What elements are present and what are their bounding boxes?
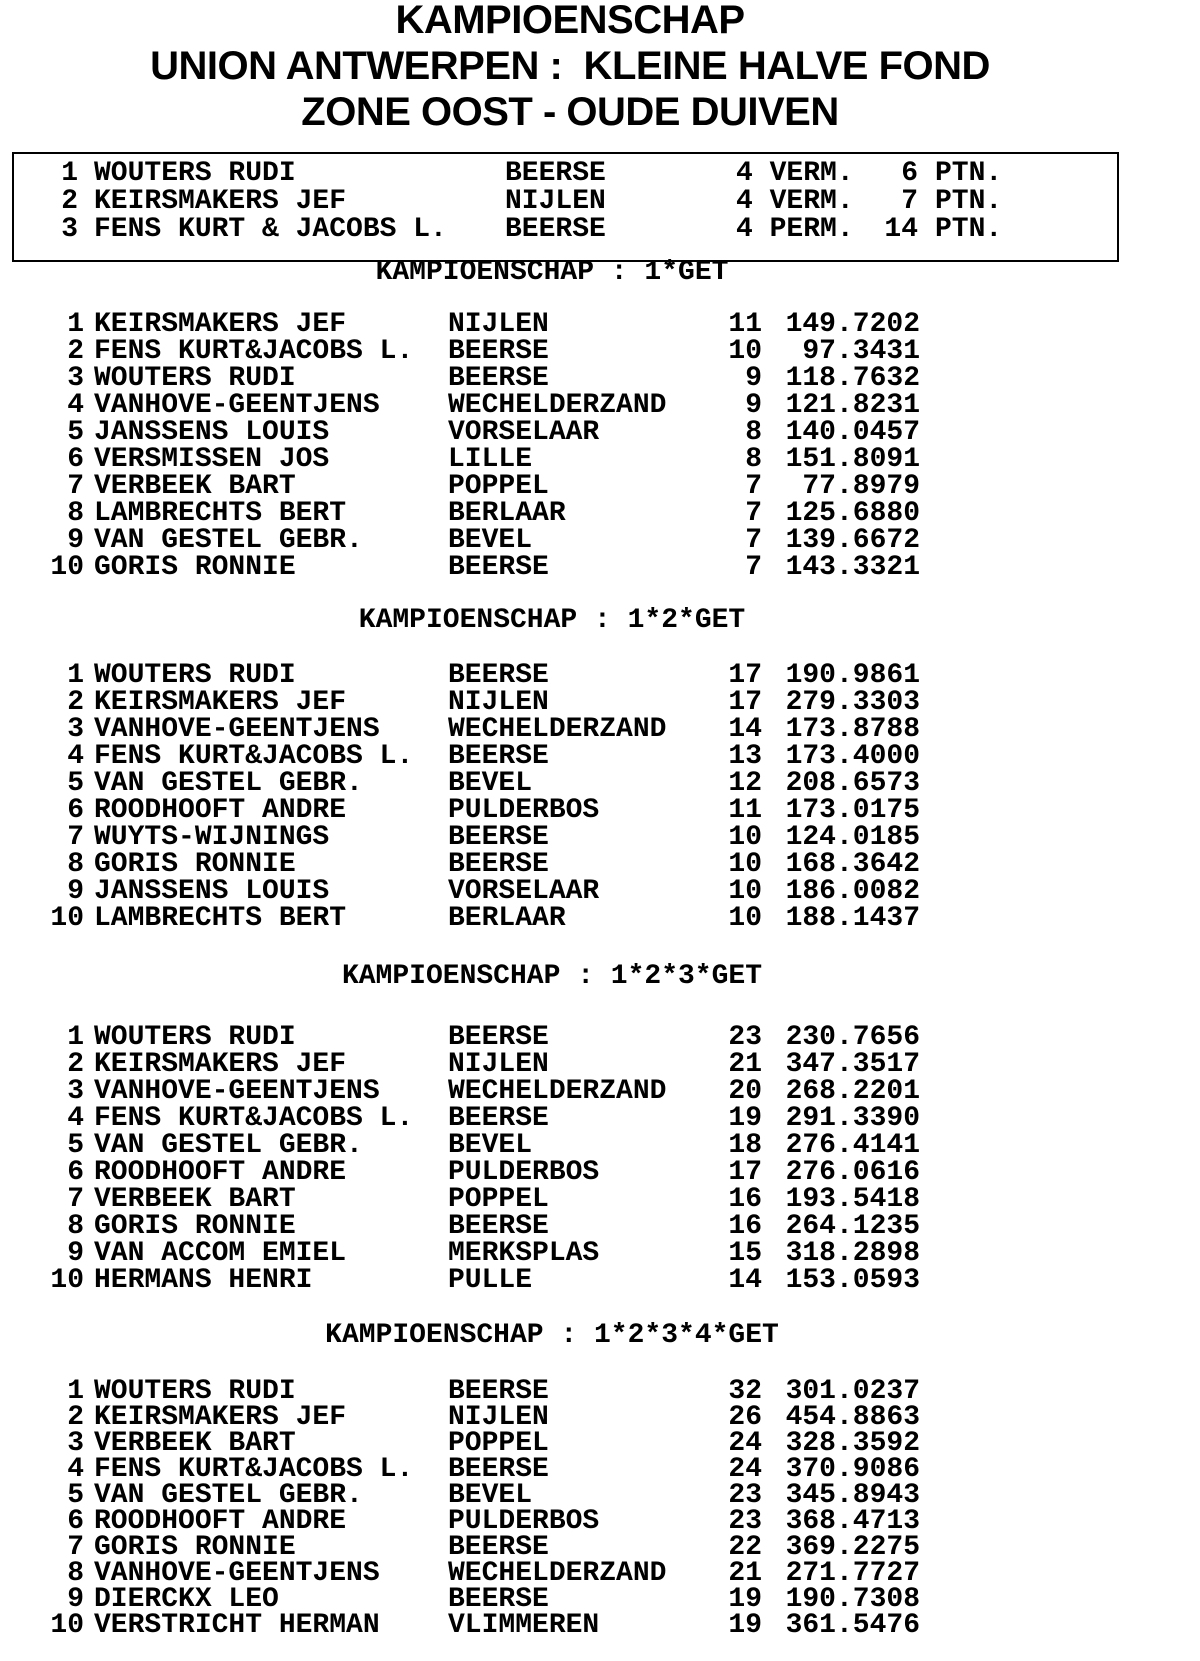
coefficient-cell: 124.0185	[785, 822, 920, 853]
coefficient-cell: 208.6573	[785, 768, 920, 799]
coefficient-cell: 347.3517	[785, 1049, 920, 1080]
prizes-count-cell: 19	[728, 1610, 762, 1641]
rank-cell: 4	[67, 1103, 84, 1134]
city-cell: BEERSE	[505, 214, 606, 245]
coefficient-cell: 193.5418	[785, 1184, 920, 1215]
title-line-championship: KAMPIOENSCHAP	[395, 0, 745, 42]
result-row	[0, 419, 1200, 446]
coefficient-cell: 276.4141	[785, 1130, 920, 1161]
title-line-union: UNION ANTWERPEN : KLEINE HALVE FOND	[150, 44, 990, 88]
coefficient-cell: 151.8091	[785, 444, 920, 475]
result-row	[0, 446, 1200, 473]
fancier-name-cell: VAN GESTEL GEBR.	[94, 525, 363, 556]
rank-cell: 5	[67, 1480, 84, 1511]
result-row	[0, 662, 1200, 689]
rank-cell: 8	[67, 1211, 84, 1242]
fancier-name-cell: VAN ACCOM EMIEL	[94, 1238, 347, 1269]
coefficient-cell: 121.8231	[785, 390, 920, 421]
prizes-count-cell: 16	[728, 1211, 762, 1242]
overall-top3-box	[12, 152, 1119, 262]
fancier-name-cell: VAN GESTEL GEBR.	[94, 1480, 363, 1511]
coefficient-cell: 264.1235	[785, 1211, 920, 1242]
overall-top3-rows	[14, 160, 1117, 244]
coefficient-cell: 125.6880	[785, 498, 920, 529]
coefficient-cell: 77.8979	[802, 471, 920, 502]
fancier-name-cell: VANHOVE-GEENTJENS	[94, 1076, 380, 1107]
prizes-count-cell: 11	[728, 795, 762, 826]
rank-cell: 4	[67, 741, 84, 772]
rank-cell: 9	[67, 876, 84, 907]
rank-cell: 1	[67, 309, 84, 340]
result-row	[0, 1610, 1200, 1641]
coefficient-cell: 173.4000	[785, 741, 920, 772]
city-cell: BEVEL	[448, 525, 533, 556]
prizes-count-cell: 23	[728, 1022, 762, 1053]
prizes-count-cell: 19	[728, 1584, 762, 1615]
city-cell: LILLE	[448, 444, 533, 475]
rank-cell: 3	[67, 363, 84, 394]
prizes-count-cell: 17	[728, 1157, 762, 1188]
prizes-count-cell: 9	[745, 390, 762, 421]
city-cell: BEERSE	[448, 1376, 549, 1407]
city-cell: BEERSE	[448, 1584, 549, 1615]
section-table-1get	[0, 311, 1200, 581]
fancier-name-cell: GORIS RONNIE	[94, 552, 296, 583]
fancier-name-cell: VERSTRICHT HERMAN	[94, 1610, 380, 1641]
city-cell: PULDERBOS	[448, 1157, 600, 1188]
rank-cell: 6	[67, 795, 84, 826]
result-row	[0, 527, 1200, 554]
city-cell: BEERSE	[448, 660, 549, 691]
points-cell: 6	[901, 158, 918, 189]
rank-cell: 5	[67, 417, 84, 448]
city-cell: PULDERBOS	[448, 1506, 600, 1537]
mentions-cell: 4 VERM.	[736, 186, 854, 217]
fancier-name-cell: DIERCKX LEO	[94, 1584, 279, 1615]
coefficient-cell: 173.8788	[785, 714, 920, 745]
result-row	[0, 338, 1200, 365]
coefficient-cell: 368.4713	[785, 1506, 920, 1537]
title-line-zone: ZONE OOST - OUDE DUIVEN	[301, 90, 839, 134]
coefficient-cell: 328.3592	[785, 1428, 920, 1459]
fancier-name-cell: KEIRSMAKERS JEF	[94, 186, 347, 217]
city-cell: BEERSE	[448, 1454, 549, 1485]
document-header	[0, 0, 1140, 135]
city-cell: WECHELDERZAND	[448, 1558, 667, 1589]
prizes-count-cell: 10	[728, 849, 762, 880]
coefficient-cell: 188.1437	[785, 903, 920, 934]
result-row	[0, 1051, 1200, 1078]
fancier-name-cell: VERBEEK BART	[94, 471, 296, 502]
result-row	[0, 473, 1200, 500]
city-cell: BEERSE	[448, 1532, 549, 1563]
prizes-count-cell: 8	[745, 417, 762, 448]
city-cell: BEERSE	[448, 363, 549, 394]
city-cell: NIJLEN	[448, 687, 549, 718]
rank-cell: 3	[61, 214, 78, 245]
fancier-name-cell: FENS KURT&JACOBS L.	[94, 336, 414, 367]
coefficient-cell: 140.0457	[785, 417, 920, 448]
city-cell: WECHELDERZAND	[448, 714, 667, 745]
coefficient-cell: 173.0175	[785, 795, 920, 826]
rank-cell: 9	[67, 1584, 84, 1615]
result-row	[0, 1213, 1200, 1240]
coefficient-cell: 139.6672	[785, 525, 920, 556]
coefficient-cell: 276.0616	[785, 1157, 920, 1188]
rank-cell: 9	[67, 1238, 84, 1269]
city-cell: POPPEL	[448, 471, 549, 502]
prizes-count-cell: 14	[728, 714, 762, 745]
fancier-name-cell: KEIRSMAKERS JEF	[94, 1049, 347, 1080]
fancier-name-cell: FENS KURT&JACOBS L.	[94, 741, 414, 772]
coefficient-cell: 153.0593	[785, 1265, 920, 1296]
fancier-name-cell: KEIRSMAKERS JEF	[94, 1402, 347, 1433]
city-cell: BEERSE	[448, 822, 549, 853]
result-row	[0, 689, 1200, 716]
prizes-count-cell: 23	[728, 1506, 762, 1537]
prizes-count-cell: 15	[728, 1238, 762, 1269]
result-row	[0, 770, 1200, 797]
fancier-name-cell: KEIRSMAKERS JEF	[94, 309, 347, 340]
prizes-count-cell: 7	[745, 552, 762, 583]
city-cell: BEERSE	[448, 849, 549, 880]
coefficient-cell: 345.8943	[785, 1480, 920, 1511]
city-cell: POPPEL	[448, 1428, 549, 1459]
result-row	[0, 743, 1200, 770]
fancier-name-cell: VANHOVE-GEENTJENS	[94, 714, 380, 745]
coefficient-cell: 230.7656	[785, 1022, 920, 1053]
points-cell: 7	[901, 186, 918, 217]
rank-cell: 4	[67, 1454, 84, 1485]
city-cell: WECHELDERZAND	[448, 1076, 667, 1107]
fancier-name-cell: VAN GESTEL GEBR.	[94, 1130, 363, 1161]
city-cell: VORSELAAR	[448, 417, 600, 448]
points-unit-cell: PTN.	[935, 186, 1003, 217]
rank-cell: 2	[67, 687, 84, 718]
prizes-count-cell: 18	[728, 1130, 762, 1161]
prizes-count-cell: 24	[728, 1428, 762, 1459]
prizes-count-cell: 13	[728, 741, 762, 772]
city-cell: NIJLEN	[448, 1049, 549, 1080]
city-cell: BEERSE	[448, 1211, 549, 1242]
section-table-1-2-3get	[0, 1024, 1200, 1294]
rank-cell: 10	[50, 1610, 84, 1641]
coefficient-cell: 190.7308	[785, 1584, 920, 1615]
result-row	[0, 1240, 1200, 1267]
prizes-count-cell: 12	[728, 768, 762, 799]
fancier-name-cell: VERBEEK BART	[94, 1428, 296, 1459]
rank-cell: 2	[67, 336, 84, 367]
city-cell: PULDERBOS	[448, 795, 600, 826]
coefficient-cell: 291.3390	[785, 1103, 920, 1134]
city-cell: BEERSE	[448, 552, 549, 583]
city-cell: BEERSE	[448, 741, 549, 772]
rank-cell: 1	[67, 1022, 84, 1053]
fancier-name-cell: FENS KURT&JACOBS L.	[94, 1454, 414, 1485]
prizes-count-cell: 19	[728, 1103, 762, 1134]
section-table-1-2get	[0, 662, 1200, 932]
prizes-count-cell: 9	[745, 363, 762, 394]
rank-cell: 7	[67, 1184, 84, 1215]
prizes-count-cell: 10	[728, 903, 762, 934]
result-row	[0, 1132, 1200, 1159]
prizes-count-cell: 17	[728, 660, 762, 691]
result-row	[0, 797, 1200, 824]
city-cell: BEVEL	[448, 1480, 533, 1511]
points-cell: 14	[884, 214, 918, 245]
rank-cell: 5	[67, 1130, 84, 1161]
rank-cell: 5	[67, 768, 84, 799]
coefficient-cell: 186.0082	[785, 876, 920, 907]
fancier-name-cell: JANSSENS LOUIS	[94, 876, 330, 907]
coefficient-cell: 370.9086	[785, 1454, 920, 1485]
coefficient-cell: 149.7202	[785, 309, 920, 340]
coefficient-cell: 118.7632	[785, 363, 920, 394]
fancier-name-cell: WUYTS-WIJNINGS	[94, 822, 330, 853]
result-row	[14, 188, 1117, 216]
prizes-count-cell: 22	[728, 1532, 762, 1563]
fancier-name-cell: JANSSENS LOUIS	[94, 417, 330, 448]
fancier-name-cell: GORIS RONNIE	[94, 1532, 296, 1563]
prizes-count-cell: 10	[728, 822, 762, 853]
fancier-name-cell: LAMBRECHTS BERT	[94, 498, 347, 529]
rank-cell: 6	[67, 1506, 84, 1537]
fancier-name-cell: ROODHOOFT ANDRE	[94, 1157, 347, 1188]
coefficient-cell: 168.3642	[785, 849, 920, 880]
city-cell: WECHELDERZAND	[448, 390, 667, 421]
coefficient-cell: 301.0237	[785, 1376, 920, 1407]
section-heading-1-2get: KAMPIOENSCHAP : 1*2*GET	[358, 605, 746, 636]
result-row	[0, 851, 1200, 878]
fancier-name-cell: FENS KURT&JACOBS L.	[94, 1103, 414, 1134]
result-row	[0, 365, 1200, 392]
result-row	[0, 1024, 1200, 1051]
prizes-count-cell: 8	[745, 444, 762, 475]
prizes-count-cell: 32	[728, 1376, 762, 1407]
city-cell: BERLAAR	[448, 498, 566, 529]
city-cell: NIJLEN	[448, 309, 549, 340]
coefficient-cell: 97.3431	[802, 336, 920, 367]
rank-cell: 1	[61, 158, 78, 189]
coefficient-cell: 190.9861	[785, 660, 920, 691]
fancier-name-cell: LAMBRECHTS BERT	[94, 903, 347, 934]
prizes-count-cell: 7	[745, 471, 762, 502]
rank-cell: 10	[50, 1265, 84, 1296]
rank-cell: 2	[67, 1402, 84, 1433]
coefficient-cell: 369.2275	[785, 1532, 920, 1563]
prizes-count-cell: 10	[728, 876, 762, 907]
fancier-name-cell: WOUTERS RUDI	[94, 660, 296, 691]
city-cell: BEERSE	[448, 336, 549, 367]
result-row	[0, 500, 1200, 527]
rank-cell: 2	[61, 186, 78, 217]
prizes-count-cell: 7	[745, 498, 762, 529]
section-table-1-2-3-4get	[0, 1376, 1200, 1641]
rank-cell: 8	[67, 498, 84, 529]
points-unit-cell: PTN.	[935, 158, 1003, 189]
city-cell: BEVEL	[448, 768, 533, 799]
prizes-count-cell: 11	[728, 309, 762, 340]
rank-cell: 8	[67, 1558, 84, 1589]
city-cell: BEERSE	[448, 1022, 549, 1053]
city-cell: BEVEL	[448, 1130, 533, 1161]
fancier-name-cell: KEIRSMAKERS JEF	[94, 687, 347, 718]
fancier-name-cell: GORIS RONNIE	[94, 1211, 296, 1242]
coefficient-cell: 454.8863	[785, 1402, 920, 1433]
fancier-name-cell: WOUTERS RUDI	[94, 363, 296, 394]
fancier-name-cell: WOUTERS RUDI	[94, 1022, 296, 1053]
coefficient-cell: 279.3303	[785, 687, 920, 718]
prizes-count-cell: 10	[728, 336, 762, 367]
city-cell: POPPEL	[448, 1184, 549, 1215]
coefficient-cell: 268.2201	[785, 1076, 920, 1107]
prizes-count-cell: 17	[728, 687, 762, 718]
result-row	[14, 216, 1117, 244]
rank-cell: 3	[67, 1076, 84, 1107]
mentions-cell: 4 PERM.	[736, 214, 854, 245]
rank-cell: 3	[67, 1428, 84, 1459]
fancier-name-cell: GORIS RONNIE	[94, 849, 296, 880]
fancier-name-cell: VERBEEK BART	[94, 1184, 296, 1215]
fancier-name-cell: HERMANS HENRI	[94, 1265, 313, 1296]
rank-cell: 1	[67, 1376, 84, 1407]
section-heading-1-2-3get: KAMPIOENSCHAP : 1*2*3*GET	[341, 961, 763, 992]
city-cell: BERLAAR	[448, 903, 566, 934]
rank-cell: 9	[67, 525, 84, 556]
coefficient-cell: 361.5476	[785, 1610, 920, 1641]
mentions-cell: 4 VERM.	[736, 158, 854, 189]
rank-cell: 1	[67, 660, 84, 691]
result-row	[0, 392, 1200, 419]
section-heading-1get: KAMPIOENSCHAP : 1*GET	[375, 257, 729, 288]
result-row	[0, 824, 1200, 851]
result-row	[0, 1078, 1200, 1105]
fancier-name-cell: FENS KURT & JACOBS L.	[94, 214, 447, 245]
coefficient-cell: 271.7727	[785, 1558, 920, 1589]
rank-cell: 4	[67, 390, 84, 421]
city-cell: NIJLEN	[505, 186, 606, 217]
coefficient-cell: 318.2898	[785, 1238, 920, 1269]
prizes-count-cell: 26	[728, 1402, 762, 1433]
result-row	[0, 311, 1200, 338]
prizes-count-cell: 21	[728, 1558, 762, 1589]
fancier-name-cell: VANHOVE-GEENTJENS	[94, 390, 380, 421]
result-row	[0, 1159, 1200, 1186]
result-row	[0, 1186, 1200, 1213]
fancier-name-cell: VERSMISSEN JOS	[94, 444, 330, 475]
points-unit-cell: PTN.	[935, 214, 1003, 245]
city-cell: PULLE	[448, 1265, 533, 1296]
prizes-count-cell: 23	[728, 1480, 762, 1511]
fancier-name-cell: WOUTERS RUDI	[94, 158, 296, 189]
result-row	[0, 905, 1200, 932]
fancier-name-cell: ROODHOOFT ANDRE	[94, 795, 347, 826]
result-row	[14, 160, 1117, 188]
prizes-count-cell: 24	[728, 1454, 762, 1485]
result-row	[0, 1105, 1200, 1132]
city-cell: MERKSPLAS	[448, 1238, 600, 1269]
fancier-name-cell: ROODHOOFT ANDRE	[94, 1506, 347, 1537]
fancier-name-cell: VANHOVE-GEENTJENS	[94, 1558, 380, 1589]
prizes-count-cell: 7	[745, 525, 762, 556]
section-heading-1-2-3-4get: KAMPIOENSCHAP : 1*2*3*4*GET	[325, 1320, 779, 1351]
coefficient-cell: 143.3321	[785, 552, 920, 583]
rank-cell: 7	[67, 1532, 84, 1563]
city-cell: VLIMMEREN	[448, 1610, 600, 1641]
result-row	[0, 716, 1200, 743]
rank-cell: 3	[67, 714, 84, 745]
prizes-count-cell: 20	[728, 1076, 762, 1107]
prizes-count-cell: 14	[728, 1265, 762, 1296]
city-cell: BEERSE	[448, 1103, 549, 1134]
rank-cell: 8	[67, 849, 84, 880]
city-cell: NIJLEN	[448, 1402, 549, 1433]
city-cell: BEERSE	[505, 158, 606, 189]
rank-cell: 10	[50, 552, 84, 583]
rank-cell: 2	[67, 1049, 84, 1080]
fancier-name-cell: WOUTERS RUDI	[94, 1376, 296, 1407]
result-row	[0, 1267, 1200, 1294]
prizes-count-cell: 21	[728, 1049, 762, 1080]
result-row	[0, 878, 1200, 905]
rank-cell: 10	[50, 903, 84, 934]
result-row	[0, 554, 1200, 581]
rank-cell: 7	[67, 822, 84, 853]
fancier-name-cell: VAN GESTEL GEBR.	[94, 768, 363, 799]
rank-cell: 6	[67, 1157, 84, 1188]
rank-cell: 7	[67, 471, 84, 502]
city-cell: VORSELAAR	[448, 876, 600, 907]
prizes-count-cell: 16	[728, 1184, 762, 1215]
rank-cell: 6	[67, 444, 84, 475]
